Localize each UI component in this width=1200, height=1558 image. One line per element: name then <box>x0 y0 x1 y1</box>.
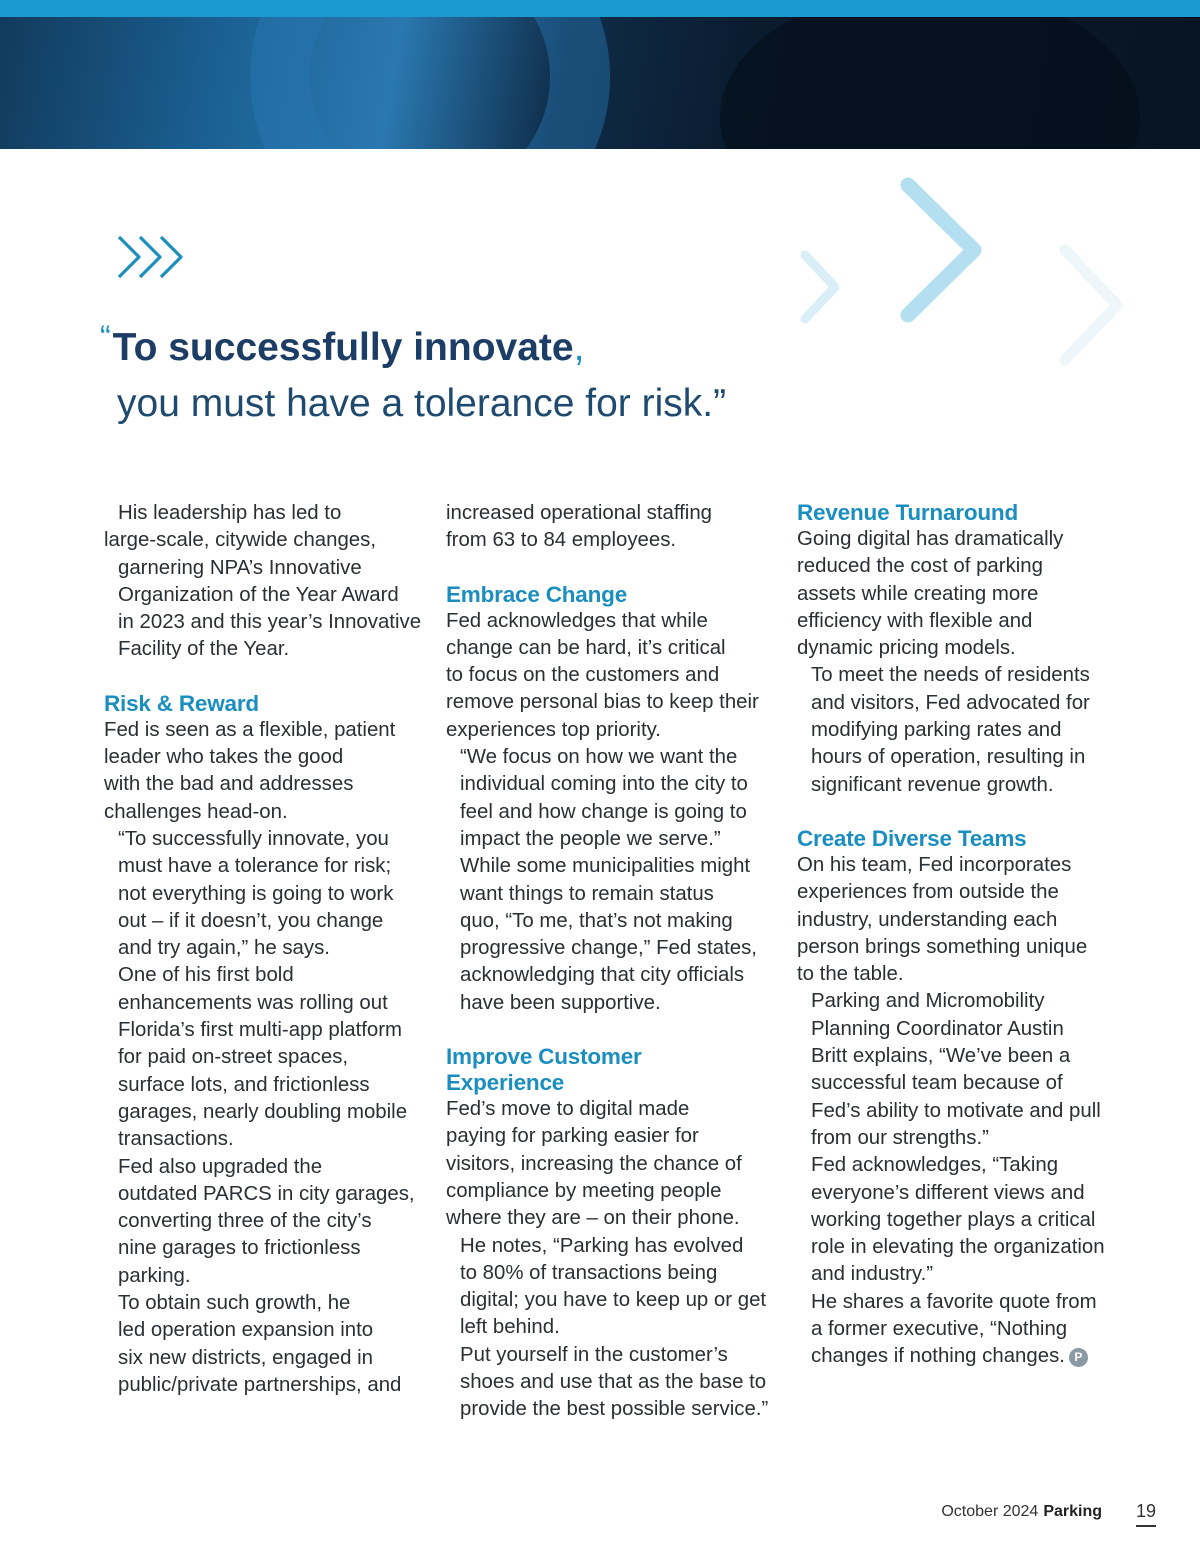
text-line: Fed’s move to digital made <box>446 1098 690 1121</box>
triple-chevron-icon <box>115 233 195 281</box>
text-line: out – if it doesn’t, you change <box>118 909 384 932</box>
text-line: in 2023 and this year’s Innovative <box>118 611 422 634</box>
text-line: from 63 to 84 employees. <box>446 529 677 552</box>
quote-open-mark: “ <box>100 319 111 355</box>
text-line: impact the people we serve.” <box>460 827 721 850</box>
paragraph <box>104 1154 424 1290</box>
text-line: led operation expansion into <box>118 1319 374 1342</box>
text-line: Parking and Micromobility <box>811 990 1045 1013</box>
paragraph <box>797 988 1117 1152</box>
hero-swirl-shape <box>250 17 610 149</box>
text-line: Fed acknowledges that while <box>446 609 708 632</box>
text-line: Facility of the Year. <box>118 638 290 661</box>
text-line: large-scale, citywide changes, <box>104 529 377 552</box>
text-line: While some municipalities might <box>460 855 751 878</box>
pull-quote-line1 <box>100 318 900 372</box>
text-line: everyone’s different views and <box>811 1181 1085 1204</box>
text-line: outdated PARCS in city garages, <box>118 1182 415 1205</box>
text-line: left behind. <box>460 1316 560 1339</box>
paragraph <box>104 826 424 962</box>
text-line: provide the best possible service.” <box>460 1398 769 1421</box>
text-line: To meet the needs of residents <box>811 664 1090 687</box>
text-line: On his team, Fed incorporates <box>797 853 1072 876</box>
text-line: individual coming into the city to <box>460 773 748 796</box>
top-color-bar <box>0 0 1200 17</box>
text-line: Put yourself in the customer’s <box>460 1343 728 1366</box>
text-line: nine garages to frictionless <box>118 1237 361 1260</box>
hero-dark-shape <box>720 17 1140 149</box>
text-line: want things to remain status <box>460 882 714 905</box>
pull-quote-bold: To successfully innovate <box>112 326 574 369</box>
paragraph <box>446 744 776 853</box>
text-line: from our strengths.” <box>811 1126 989 1149</box>
text-line: hours of operation, resulting in <box>811 746 1086 769</box>
paragraph <box>797 852 1117 988</box>
paragraph <box>104 962 424 1153</box>
text-line: a former executive, “Nothing <box>811 1318 1068 1341</box>
text-line: have been supportive. <box>460 991 661 1014</box>
text-line: paying for parking easier for <box>446 1125 699 1148</box>
text-line: and try again,” he says. <box>118 937 330 960</box>
text-line: garages, nearly doubling mobile <box>118 1100 408 1123</box>
text-line: person brings something unique <box>797 935 1088 958</box>
text-line: Florida’s first multi-app platform <box>118 1019 403 1042</box>
pull-quote-comma: , <box>573 326 585 369</box>
text-line: feel and how change is going to <box>460 800 747 823</box>
text-line: digital; you have to keep up or get <box>460 1289 767 1312</box>
text-line: successful team because of <box>811 1072 1063 1095</box>
text-line: must have a tolerance for risk; <box>118 855 392 878</box>
text-line: enhancements was rolling out <box>118 991 388 1014</box>
text-line: experiences top priority. <box>446 718 661 741</box>
section-heading-improve-customer-experience <box>446 1044 776 1096</box>
end-of-article-badge-icon: P <box>1069 1348 1088 1367</box>
text-line: He notes, “Parking has evolved <box>460 1234 744 1257</box>
paragraph <box>446 1233 776 1342</box>
text-line: quo, “To me, that’s not making <box>460 909 733 932</box>
article-column-2 <box>446 500 776 1424</box>
text-line: compliance by meeting people <box>446 1179 722 1202</box>
paragraph <box>446 853 776 1017</box>
pull-quote-line2: you must have a tolerance for risk.” <box>117 381 727 425</box>
text-line: He shares a favorite quote from <box>811 1290 1097 1313</box>
text-line: His leadership has led to <box>118 502 342 524</box>
text-line: Fed acknowledges, “Taking <box>811 1154 1059 1177</box>
text-line: and visitors, Fed advocated for <box>811 691 1090 714</box>
paragraph <box>446 608 776 744</box>
text-line: “To successfully innovate, you <box>118 827 389 850</box>
hero-image-strip <box>0 17 1200 149</box>
text-line: Going digital has dramatically <box>797 528 1064 550</box>
paragraph <box>104 1290 424 1399</box>
paragraph <box>797 1152 1117 1288</box>
footer-date: October 2024 <box>941 1503 1039 1520</box>
text-line: industry, understanding each <box>797 908 1058 931</box>
paragraph <box>797 526 1117 662</box>
text-line: assets while creating more <box>797 582 1039 605</box>
text-line: with the bad and addresses <box>104 773 354 796</box>
text-line: Organization of the Year Award <box>118 583 399 606</box>
paragraph <box>446 1342 776 1424</box>
text-line: Fed’s ability to motivate and pull <box>811 1099 1101 1122</box>
text-line: and industry.” <box>811 1263 934 1286</box>
page-number: 19 <box>1136 1501 1156 1527</box>
text-line: increased operational staffing <box>446 502 713 524</box>
text-line: Fed is seen as a flexible, patient <box>104 718 396 741</box>
text-line: converting three of the city’s <box>118 1210 372 1233</box>
text-line: Britt explains, “We’ve been a <box>811 1045 1071 1068</box>
text-line: challenges head-on. <box>104 800 288 823</box>
section-heading-revenue-turnaround: Revenue Turnaround <box>797 500 1019 525</box>
footer-magazine-name: Parking <box>1043 1503 1102 1520</box>
text-line: To obtain such growth, he <box>118 1292 351 1315</box>
article-column-3 <box>797 500 1117 1371</box>
text-line: acknowledging that city officials <box>460 964 745 987</box>
heading-line: Improve Customer <box>446 1044 642 1070</box>
text-line: garnering NPA’s Innovative <box>118 556 362 579</box>
heading-line: Experience <box>446 1070 565 1096</box>
paragraph <box>797 1289 1117 1371</box>
text-line: to the table. <box>797 963 904 986</box>
text-line: visitors, increasing the chance of <box>446 1152 742 1175</box>
text-line: to 80% of transactions being <box>460 1261 718 1284</box>
text-line: Planning Coordinator Austin <box>811 1017 1064 1040</box>
text-line: efficiency with flexible and <box>797 609 1033 632</box>
text-line: changes if nothing changes. <box>811 1345 1065 1368</box>
text-line: to focus on the customers and <box>446 664 720 687</box>
page-footer <box>941 1503 1102 1521</box>
text-line: where they are – on their phone. <box>446 1207 740 1230</box>
text-line: modifying parking rates and <box>811 719 1062 742</box>
text-line-with-badge <box>797 1343 1117 1370</box>
text-line: not everything is going to work <box>118 882 394 905</box>
paragraph-continued <box>446 500 776 555</box>
section-heading-risk-reward: Risk & Reward <box>104 690 259 716</box>
paragraph <box>446 1096 776 1232</box>
section-heading-embrace-change: Embrace Change <box>446 581 628 607</box>
text-line: dynamic pricing models. <box>797 637 1016 660</box>
paragraph <box>797 662 1117 798</box>
pull-quote <box>100 318 900 428</box>
text-line: progressive change,” Fed states, <box>460 937 757 960</box>
section-heading-create-diverse-teams: Create Diverse Teams <box>797 825 1027 851</box>
text-line: working together plays a critical <box>811 1208 1096 1231</box>
text-line: One of his first bold <box>118 964 294 987</box>
text-line: Fed also upgraded the <box>118 1155 323 1178</box>
article-column-1 <box>104 500 424 1399</box>
text-line: significant revenue growth. <box>811 773 1054 796</box>
text-line: for paid on-street spaces, <box>118 1046 349 1069</box>
text-line: experiences from outside the <box>797 881 1059 904</box>
text-line: “We focus on how we want the <box>460 746 738 769</box>
text-line: role in elevating the organization <box>811 1236 1105 1259</box>
text-line: shoes and use that as the base to <box>460 1371 767 1394</box>
text-line: reduced the cost of parking <box>797 555 1043 578</box>
text-line: change can be hard, it’s critical <box>446 636 726 659</box>
text-line: remove personal bias to keep their <box>446 691 759 714</box>
text-line: leader who takes the good <box>104 746 344 769</box>
paragraph-intro <box>104 500 424 664</box>
text-line: transactions. <box>118 1128 234 1151</box>
paragraph <box>104 717 424 826</box>
text-line: six new districts, engaged in <box>118 1346 374 1369</box>
text-line: surface lots, and frictionless <box>118 1073 370 1096</box>
text-line: parking. <box>118 1264 191 1287</box>
text-line: public/private partnerships, and <box>118 1373 402 1396</box>
